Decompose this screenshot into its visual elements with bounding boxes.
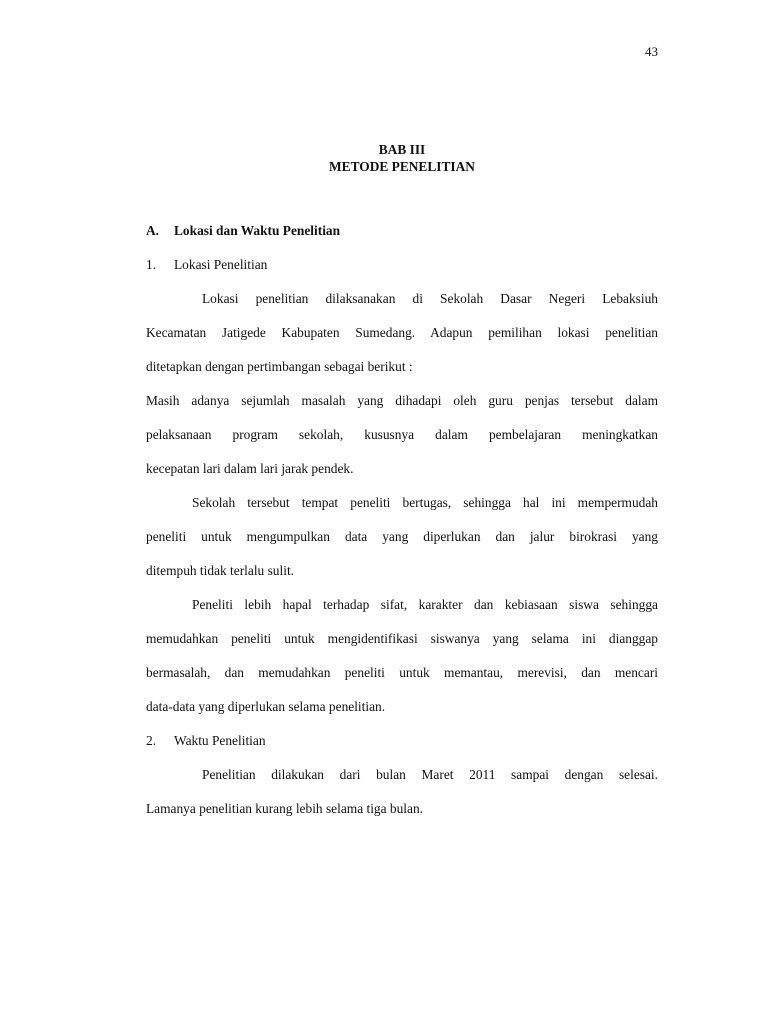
paragraph-line: memudahkan peneliti untuk mengidentifikasi siswanya yang selama ini dianggap bbox=[146, 631, 658, 646]
subsection-title: Lokasi Penelitian bbox=[174, 257, 268, 272]
subsection-marker: 1. bbox=[146, 257, 157, 272]
paragraph-line: ditetapkan dengan pertimbangan sebagai berikut : bbox=[146, 359, 413, 374]
chapter-heading bbox=[0, 141, 768, 175]
paragraph-line: Masih adanya sejumlah masalah yang dihadapi oleh guru penjas tersebut dalam bbox=[146, 393, 658, 408]
paragraph-line: bermasalah, dan memudahkan peneliti untuk memantau, merevisi, dan mencari bbox=[146, 665, 658, 680]
paragraph-line: ditempuh tidak terlalu sulit. bbox=[146, 563, 295, 578]
paragraph-line: Penelitian dilakukan dari bulan Maret 2011 sampai dengan selesai. bbox=[202, 767, 658, 782]
section-heading-a bbox=[146, 220, 658, 254]
paragraph-line: kecepatan lari dalam lari jarak pendek. bbox=[146, 461, 354, 476]
paragraph-line: Sekolah tersebut tempat peneliti bertugas, sehingga hal ini mempermudah bbox=[192, 495, 658, 510]
section-title: Lokasi dan Waktu Penelitian bbox=[174, 223, 341, 238]
paragraph-line: pelaksanaan program sekolah, kususnya dalam pembelajaran meningkatkan bbox=[146, 427, 658, 442]
paragraph-line: Peneliti lebih hapal terhadap sifat, karakter dan kebiasaan siswa sehingga bbox=[192, 597, 658, 612]
paragraph-line: Lokasi penelitian dilaksanakan di Sekolah Dasar Negeri Lebaksiuh bbox=[202, 291, 658, 306]
page-number: 43 bbox=[645, 44, 658, 59]
subsection-marker: 2. bbox=[146, 733, 157, 748]
paragraph-line: Kecamatan Jatigede Kabupaten Sumedang. Adapun pemilihan lokasi penelitian bbox=[146, 325, 658, 340]
paragraph-line: Lamanya penelitian kurang lebih selama tiga bulan. bbox=[146, 801, 424, 816]
chapter-subtitle: METODE PENELITIAN bbox=[329, 159, 475, 174]
subsection-heading-1 bbox=[146, 254, 658, 288]
section-marker: A. bbox=[146, 223, 160, 238]
paragraph-line: data-data yang diperlukan selama penelitian. bbox=[146, 699, 386, 714]
paragraph-line: peneliti untuk mengumpulkan data yang diperlukan dan jalur birokrasi yang bbox=[146, 529, 658, 544]
subsection-heading-2 bbox=[146, 730, 658, 764]
subsection-title: Waktu Penelitian bbox=[174, 733, 266, 748]
body-text bbox=[146, 220, 658, 832]
chapter-title: BAB III bbox=[378, 142, 426, 157]
